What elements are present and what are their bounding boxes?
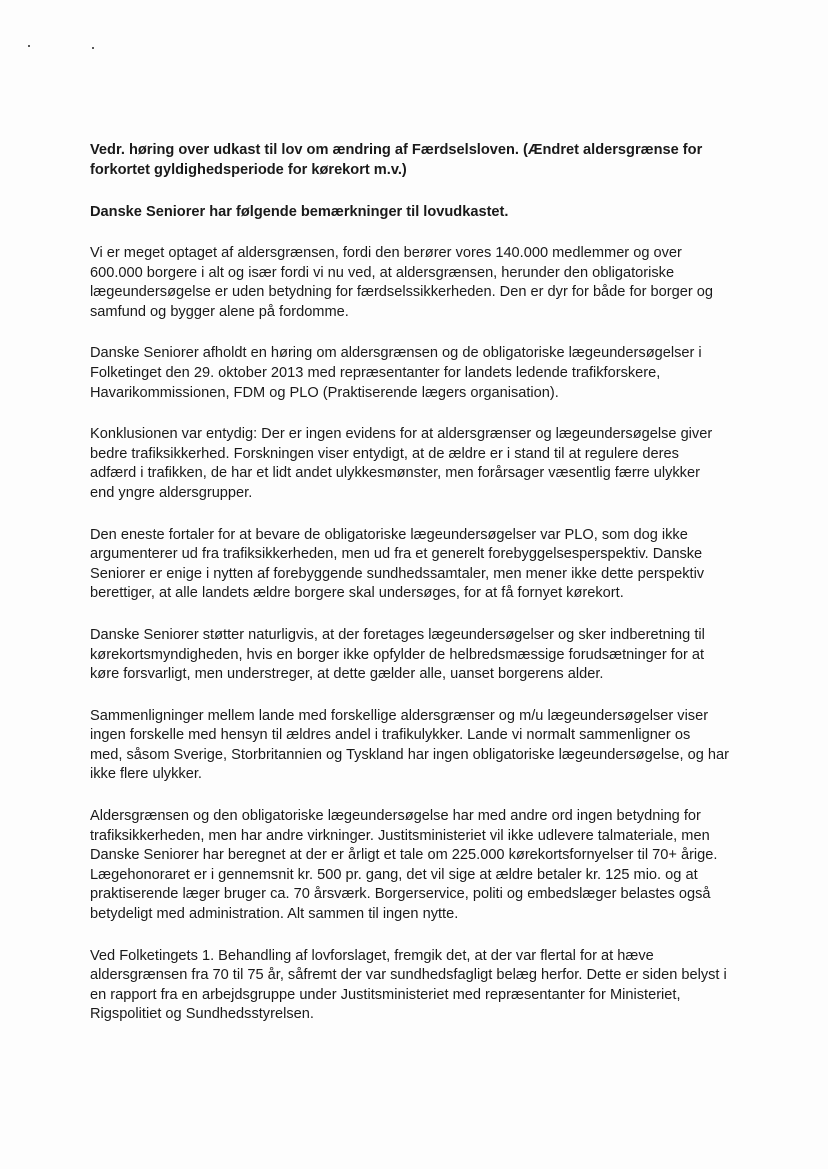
paragraph-line: ingen forskelle med hensyn til ældres andel i trafikulykker. Lande vi normalt sammenligner os: [90, 727, 691, 744]
paragraph-line: lægeundersøgelse er uden betydning for færdselssikkerheden. Den er dyr for både for borger og: [90, 284, 714, 301]
paragraph-line: køre forsvarligt, men understreger, at dette gælder alle, uanset borgerens alder.: [90, 666, 604, 683]
paragraph-support: [90, 626, 750, 685]
paragraph-line: en rapport fra en arbejdsgruppe under Justitsministeriet med repræsentanter for Ministeriet,: [90, 986, 681, 1003]
paragraph-line: Havarikommissionen, FDM og PLO (Praktiserende lægers organisation).: [90, 384, 559, 401]
paragraph-line: Aldersgrænsen og den obligatoriske lægeundersøgelse har med andre ord ingen betydning for: [90, 808, 701, 825]
heading-line: Vedr. høring over udkast til lov om ændring af Færdselsloven. (Ændret aldersgrænse for: [90, 142, 703, 158]
paragraph-line: Sammenligninger mellem lande med forskellige aldersgrænser og m/u lægeundersøgelser viser: [90, 707, 709, 724]
paragraph-plo: [90, 526, 750, 604]
paragraph-parliament: [90, 947, 750, 1025]
paragraph-hearing: [90, 344, 750, 403]
scan-speck: [92, 47, 94, 49]
paragraph-line: praktiserende læger bruger ca. 70 årsværk. Borgerservice, politi og embedslæger belastes også: [90, 886, 711, 903]
paragraph-line: med, såsom Sverige, Storbritannien og Tyskland har ingen obligatoriske lægeundersøgelse, og har: [90, 746, 729, 763]
paragraph-line: adfærd i trafikken, de har et lidt andet ulykkesmønster, men forårsager væsentlig færre ulykker: [90, 465, 700, 482]
paragraph-costs: [90, 807, 750, 925]
paragraph-line: bedre trafiksikkerhed. Forskningen viser entydigt, at de ældre er i stand til at regulere deres: [90, 445, 679, 462]
paragraph-age-limit: [90, 244, 750, 322]
document-subheading: Danske Seniorer har følgende bemærkninger til lovudkastet.: [90, 204, 509, 220]
paragraph-line: end yngre aldersgrupper.: [90, 484, 253, 501]
paragraph-line: trafiksikkerheden, men har andre virkninger. Justitsministeriet vil ikke udlevere talmateriale, men: [90, 827, 710, 844]
paragraph-line: Rigspolitiet og Sundhedsstyrelsen.: [90, 1006, 314, 1023]
paragraph-comparison: [90, 707, 750, 785]
paragraph-line: betydeligt med administration. Alt sammen til ingen nytte.: [90, 906, 459, 923]
paragraph-line: kørekortsmyndigheden, hvis en borger ikke opfylder de helbredsmæssige forudsætninger for at: [90, 646, 705, 663]
paragraph-line: samfund og bygger alene på fordomme.: [90, 303, 349, 320]
paragraph-line: Folketinget den 29. oktober 2013 med repræsentanter for landets ledende trafikforskere,: [90, 364, 661, 381]
paragraph-line: berettiger, at alle landets ældre borgere skal undersøges, for at få fornyet kørekort.: [90, 585, 624, 602]
heading-line: forkortet gyldighedsperiode for kørekort m.v.): [90, 162, 407, 178]
paragraph-line: Danske Seniorer støtter naturligvis, at der foretages lægeundersøgelser og sker indberetning til: [90, 626, 705, 643]
paragraph-line: argumenterer ud fra trafiksikkerheden, men ud fra et generelt forebyggelsesperspektiv. Danske: [90, 546, 703, 563]
paragraph-line: Vi er meget optaget af aldersgrænsen, fordi den berører vores 140.000 medlemmer og over: [90, 245, 682, 261]
paragraph-line: aldersgrænsen fra 70 til 75 år, såfremt der var sundhedsfagligt belæg herfor. Dette er siden belyst i: [90, 967, 727, 984]
paragraph-line: Danske Seniorer har beregnet at der er årligt et tale om 225.000 kørekortsfornyelser til 70+ årige.: [90, 847, 718, 864]
paragraph-line: Seniorer er enige i nytten af forebyggende sundhedssamtaler, men mener ikke dette perspektiv: [90, 565, 705, 582]
scan-speck: [28, 45, 30, 47]
paragraph-line: Danske Seniorer afholdt en høring om aldersgrænsen og de obligatoriske lægeundersøgelser i: [90, 345, 702, 362]
paragraph-line: Ved Folketingets 1. Behandling af lovforslaget, fremgik det, at der var flertal for at hæve: [90, 947, 654, 964]
paragraph-line: Konklusionen var entydig: Der er ingen evidens for at aldersgrænser og lægeundersøgelse giver: [90, 426, 713, 443]
paragraph-line: 600.000 borgere i alt og især fordi vi nu ved, at aldersgrænsen, herunder den obligatoriske: [90, 264, 675, 281]
letter-body: [90, 140, 750, 1025]
paragraph-line: Den eneste fortaler for at bevare de obligatoriske lægeundersøgelser var PLO, som dog ikke: [90, 526, 688, 543]
paragraph-line: Lægehonoraret er i gennemsnit kr. 500 pr. gang, det vil sige at ældre betaler kr. 125 mio. og at: [90, 866, 698, 883]
paragraph-conclusion: [90, 425, 750, 503]
document-heading: [90, 140, 750, 180]
paragraph-line: ikke flere ulykker.: [90, 766, 202, 783]
